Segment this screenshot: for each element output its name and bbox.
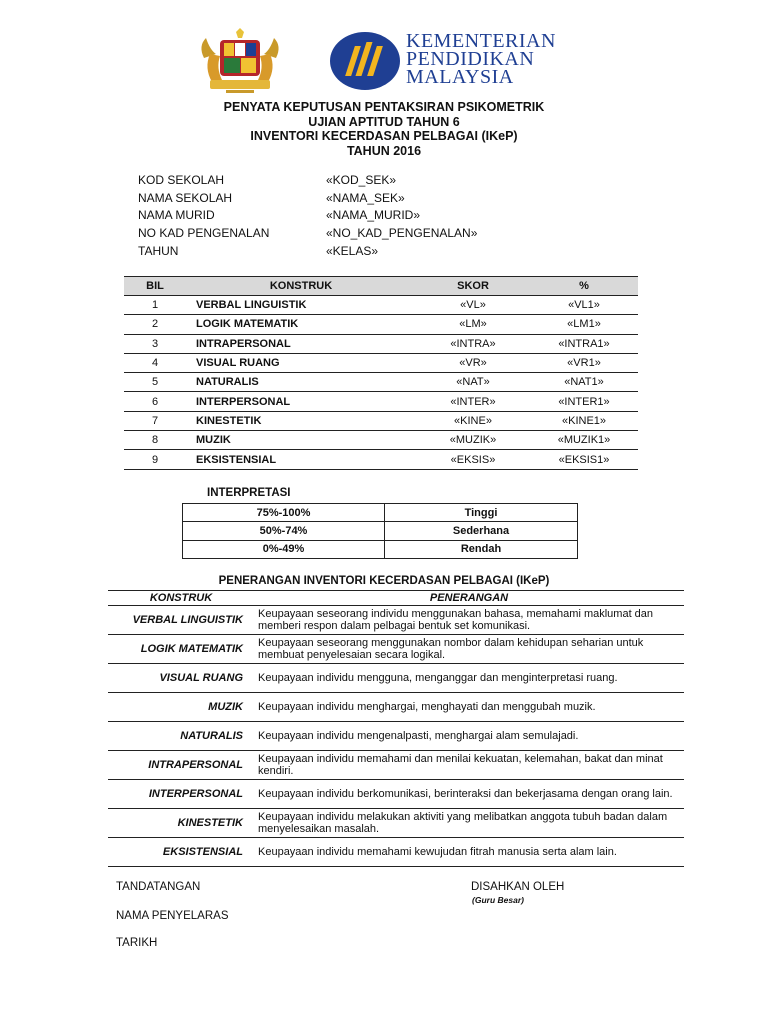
info-label: NAMA SEKOLAH (138, 190, 233, 205)
kpm-line: PENDIDIKAN (406, 48, 535, 70)
title-line: INVENTORI KECERDASAN PELBAGAI (IKeP) (250, 129, 518, 143)
info-row (138, 224, 477, 242)
table-row (108, 780, 684, 809)
konstruk-cell: MUZIK (108, 693, 254, 722)
bil-cell: 8 (124, 431, 186, 450)
table-row (124, 392, 638, 411)
disahkan-label: DISAHKAN OLEH (471, 881, 565, 893)
table-row (108, 693, 684, 722)
bil-cell: 7 (124, 411, 186, 430)
table-row (124, 411, 638, 430)
tarikh-label: TARIKH (116, 937, 158, 949)
nama-penyelaras-label: NAMA PENYELARAS (116, 910, 229, 922)
range-cell: 75%-100% (183, 504, 385, 522)
konstruk-cell: NATURALIS (186, 373, 416, 392)
skor-cell: «EKSIS» (416, 450, 530, 469)
info-label: KOD SEKOLAH (138, 172, 225, 187)
kpm-wordmark (406, 32, 556, 86)
table-row (124, 373, 638, 392)
percent-cell: «LM1» (530, 315, 638, 334)
bil-cell: 5 (124, 373, 186, 392)
scores-table (124, 276, 638, 470)
konstruk-cell: EKSISTENSIAL (108, 838, 254, 867)
table-header-row (124, 277, 638, 296)
level-cell: Sederhana (385, 522, 578, 540)
skor-cell: «VL» (416, 296, 530, 315)
interpretasi-label: INTERPRETASI (207, 487, 291, 499)
level-cell: Rendah (385, 540, 578, 558)
table-row (108, 751, 684, 780)
percent-cell: «NAT1» (530, 373, 638, 392)
interpretasi-table (182, 503, 578, 559)
kpm-line: KEMENTERIAN (406, 30, 556, 52)
bil-cell: 3 (124, 334, 186, 353)
konstruk-cell: EKSISTENSIAL (186, 450, 416, 469)
konstruk-cell: MUZIK (186, 431, 416, 450)
skor-cell: «LM» (416, 315, 530, 334)
info-row (138, 242, 477, 260)
percent-cell: «MUZIK1» (530, 431, 638, 450)
column-header: KONSTRUK (108, 591, 254, 606)
konstruk-cell: INTRAPERSONAL (186, 334, 416, 353)
konstruk-cell: INTRAPERSONAL (108, 751, 254, 780)
percent-cell: «KINE1» (530, 411, 638, 430)
info-value: «NAMA_MURID» (326, 208, 421, 223)
title-line: PENYATA KEPUTUSAN PENTAKSIRAN PSIKOMETRIK (223, 100, 545, 114)
table-header-row (108, 591, 684, 606)
konstruk-cell: VISUAL RUANG (108, 664, 254, 693)
konstruk-cell: KINESTETIK (108, 809, 254, 838)
konstruk-cell: VISUAL RUANG (186, 353, 416, 372)
column-header: PENERANGAN (254, 591, 684, 606)
penerangan-cell: Keupayaan individu memahami dan menilai kekuatan, kelemahan, bakat dan minat kendiri. (254, 751, 684, 780)
info-value: «NAMA_SEK» (326, 190, 405, 205)
percent-cell: «EKSIS1» (530, 450, 638, 469)
range-cell: 50%-74% (183, 522, 385, 540)
kpm-logo (330, 28, 570, 92)
table-row (108, 635, 684, 664)
info-value: «NO_KAD_PENGENALAN» (326, 226, 478, 241)
table-row (108, 606, 684, 635)
konstruk-cell: KINESTETIK (186, 411, 416, 430)
table-row (183, 522, 578, 540)
table-row (183, 540, 578, 558)
column-header: SKOR (416, 277, 530, 296)
penerangan-title: PENERANGAN INVENTORI KECERDASAN PELBAGAI (IKeP) (218, 575, 550, 587)
bil-cell: 1 (124, 296, 186, 315)
penerangan-table (108, 590, 684, 867)
info-label: TAHUN (138, 244, 179, 259)
percent-cell: «INTRA1» (530, 334, 638, 353)
konstruk-cell: INTERPERSONAL (108, 780, 254, 809)
penerangan-cell: Keupayaan individu mengenalpasti, menghargai alam semulajadi. (254, 722, 684, 751)
bil-cell: 6 (124, 392, 186, 411)
skor-cell: «NAT» (416, 373, 530, 392)
penerangan-cell: Keupayaan individu menghargai, menghayati dan menggubah muzik. (254, 693, 684, 722)
table-row (124, 353, 638, 372)
table-row (108, 722, 684, 751)
table-row (108, 809, 684, 838)
penerangan-cell: Keupayaan individu berkomunikasi, berinteraksi dan bekerjasama dengan orang lain. (254, 780, 684, 809)
student-info (138, 171, 477, 260)
penerangan-cell: Keupayaan individu memahami kewujudan fitrah manusia serta alam lain. (254, 838, 684, 867)
info-row (138, 171, 477, 189)
column-header: KONSTRUK (186, 277, 416, 296)
konstruk-cell: LOGIK MATEMATIK (186, 315, 416, 334)
kpm-line: MALAYSIA (406, 66, 514, 88)
konstruk-cell: LOGIK MATEMATIK (108, 635, 254, 664)
tandatangan-label: TANDATANGAN (116, 881, 201, 893)
skor-cell: «VR» (416, 353, 530, 372)
header-logos (0, 26, 768, 96)
table-row (108, 664, 684, 693)
bil-cell: 9 (124, 450, 186, 469)
table-row (124, 334, 638, 353)
kpm-emblem-icon (330, 32, 400, 90)
bil-cell: 4 (124, 353, 186, 372)
info-value: «KOD_SEK» (326, 172, 397, 187)
percent-cell: «INTER1» (530, 392, 638, 411)
percent-cell: «VR1» (530, 353, 638, 372)
column-header: BIL (124, 277, 186, 296)
penerangan-cell: Keupayaan individu melakukan aktiviti yang melibatkan anggota tubuh badan dalam menyelesaikan masalah. (254, 809, 684, 838)
penerangan-cell: Keupayaan seseorang individu menggunakan bahasa, memahami maklumat dan memberi respon dalam pelbagai bentuk set komunikasi. (254, 606, 684, 635)
level-cell: Tinggi (385, 504, 578, 522)
title-line: TAHUN 2016 (346, 143, 422, 158)
skor-cell: «INTER» (416, 392, 530, 411)
table-row (124, 431, 638, 450)
penerangan-cell: Keupayaan seseorang menggunakan nombor dalam kehidupan seharian untuk membuat penyelesaian secara logikal. (254, 635, 684, 664)
column-header: % (530, 277, 638, 296)
table-row (108, 838, 684, 867)
range-cell: 0%-49% (183, 540, 385, 558)
skor-cell: «KINE» (416, 411, 530, 430)
info-row (138, 189, 477, 207)
skor-cell: «INTRA» (416, 334, 530, 353)
konstruk-cell: VERBAL LINGUISTIK (108, 606, 254, 635)
table-row (124, 450, 638, 469)
table-row (124, 296, 638, 315)
bil-cell: 2 (124, 315, 186, 334)
konstruk-cell: NATURALIS (108, 722, 254, 751)
konstruk-cell: VERBAL LINGUISTIK (186, 296, 416, 315)
guru-besar-label: (Guru Besar) (472, 895, 524, 905)
malaysia-coat-of-arms-icon (196, 28, 284, 94)
info-row (138, 207, 477, 225)
title-line: UJIAN APTITUD TAHUN 6 (308, 114, 460, 129)
konstruk-cell: INTERPERSONAL (186, 392, 416, 411)
info-value: «KELAS» (326, 244, 379, 259)
table-row (183, 504, 578, 522)
document-title (0, 100, 768, 158)
table-row (124, 315, 638, 334)
penerangan-cell: Keupayaan individu mengguna, menganggar dan menginterpretasi ruang. (254, 664, 684, 693)
skor-cell: «MUZIK» (416, 431, 530, 450)
percent-cell: «VL1» (530, 296, 638, 315)
info-label: NAMA MURID (138, 208, 215, 223)
info-label: NO KAD PENGENALAN (138, 226, 270, 241)
